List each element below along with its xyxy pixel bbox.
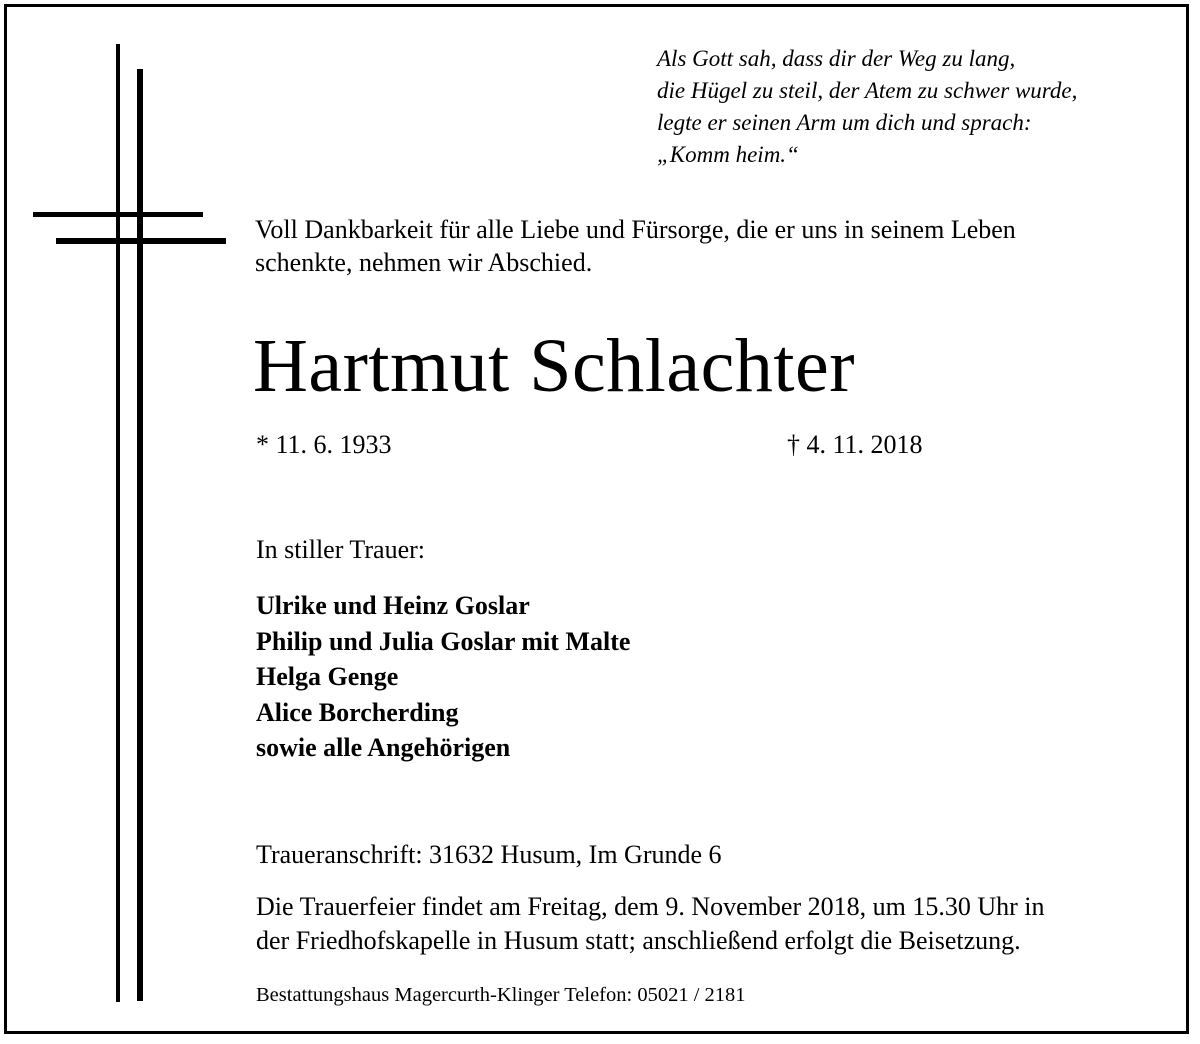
intro-line: schenkte, nehmen wir Abschied.	[255, 248, 593, 277]
funeral-service-info	[256, 890, 1045, 957]
birth-date: * 11. 6. 1933	[256, 430, 392, 459]
mourning-address: Traueranschrift: 31632 Husum, Im Grunde 6	[256, 840, 722, 869]
service-line: der Friedhofskapelle in Husum statt; anschließend erfolgt die Beisetzung.	[256, 925, 1021, 955]
poem-line: Als Gott sah, dass dir der Weg zu lang,	[657, 46, 1016, 71]
undertaker-contact: Bestattungshaus Magercurth-Klinger Telefon: 05021 / 2181	[256, 984, 746, 1006]
mourner-name: Ulrike und Heinz Goslar	[256, 591, 530, 620]
poem-line: die Hügel zu steil, der Atem zu schwer wurde,	[657, 78, 1078, 103]
mourning-label: In stiller Trauer:	[256, 535, 425, 564]
mourner-name: Helga Genge	[256, 662, 399, 691]
poem-line: „Komm heim.“	[657, 142, 799, 167]
service-line: Die Trauerfeier findet am Freitag, dem 9. November 2018, um 15.30 Uhr in	[256, 892, 1045, 921]
poem-line: legte er seinen Arm um dich und sprach:	[657, 110, 1032, 135]
mourner-name: Alice Borcherding	[256, 697, 459, 727]
poem	[657, 43, 1077, 171]
mourner-name: Philip und Julia Goslar mit Malte	[256, 626, 631, 656]
mourners-list	[256, 588, 630, 766]
death-date: † 4. 11. 2018	[787, 430, 923, 459]
mourner-name: sowie alle Angehörigen	[256, 733, 511, 762]
intro-text	[255, 213, 1016, 279]
intro-line: Voll Dankbarkeit für alle Liebe und Fürsorge, die er uns in seinem Leben	[255, 215, 1016, 244]
deceased-name: Hartmut Schlachter	[253, 324, 856, 408]
